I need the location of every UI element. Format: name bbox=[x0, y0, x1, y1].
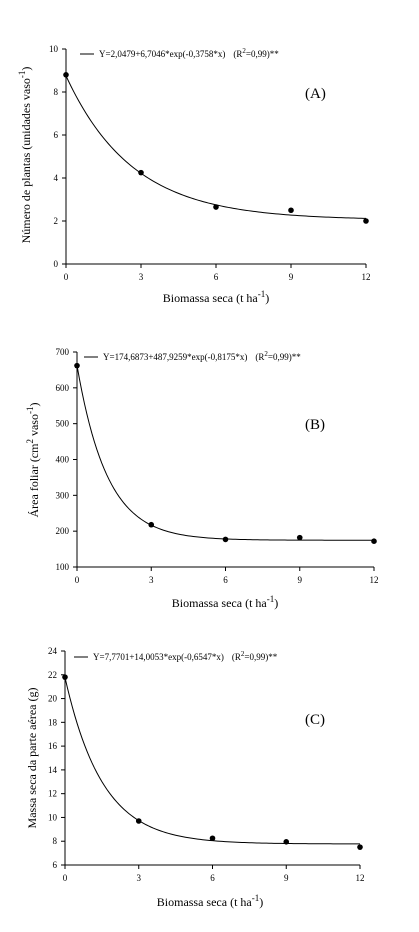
x-tick-label: 0 bbox=[62, 873, 68, 883]
y-tick-label: 2 bbox=[53, 216, 58, 226]
y-tick-label: 200 bbox=[55, 526, 69, 537]
y-tick-label: 14 bbox=[48, 764, 57, 775]
y-tick-label: 8 bbox=[53, 87, 58, 97]
fitted-curve bbox=[77, 365, 374, 540]
data-point bbox=[283, 839, 289, 845]
data-point bbox=[297, 535, 303, 541]
data-point bbox=[288, 207, 294, 213]
data-point bbox=[74, 363, 80, 369]
y-tick-label: 700 bbox=[55, 347, 69, 357]
data-point bbox=[136, 818, 142, 824]
data-point bbox=[148, 522, 154, 528]
data-point bbox=[371, 538, 377, 544]
regression-equation: Y=2,0479+6,7046*exp(-0,3758*x) $(R^2=0,99)**$ bbox=[99, 47, 279, 59]
y-tick-label: 22 bbox=[48, 669, 57, 680]
x-tick-label: 3 bbox=[138, 272, 144, 282]
panel-label: (C) bbox=[305, 712, 325, 728]
y-axis-label: Área foliar ($cm^2$ vaso$^{-1}$) bbox=[25, 402, 41, 518]
y-axis-label: Número de plantas (unidades vaso$^{-1}$) bbox=[17, 66, 33, 244]
y-tick-label: 100 bbox=[55, 562, 69, 572]
y-tick-label: 8 bbox=[52, 836, 57, 847]
x-tick-label: 0 bbox=[63, 272, 69, 282]
y-tick-label: 6 bbox=[53, 130, 58, 140]
y-tick-label: 300 bbox=[55, 490, 69, 501]
data-point bbox=[138, 170, 144, 176]
x-tick-label: 6 bbox=[213, 272, 219, 282]
y-tick-label: 12 bbox=[48, 788, 57, 799]
x-tick-label: 0 bbox=[74, 575, 80, 585]
y-tick-label: 10 bbox=[48, 812, 57, 823]
x-tick-label: 9 bbox=[297, 575, 302, 585]
y-tick-label: 20 bbox=[48, 693, 57, 704]
panel-label: (B) bbox=[305, 417, 325, 433]
y-tick-label: 0 bbox=[53, 259, 58, 269]
data-point bbox=[210, 835, 216, 841]
x-tick-label: 12 bbox=[361, 272, 371, 282]
chart-panel-1 bbox=[17, 44, 371, 305]
y-tick-label: 500 bbox=[55, 418, 69, 429]
x-tick-label: 6 bbox=[223, 575, 228, 585]
y-tick-label: 6 bbox=[52, 860, 57, 870]
data-point bbox=[363, 218, 369, 224]
data-point bbox=[62, 674, 68, 680]
chart-panel-2 bbox=[25, 347, 379, 610]
data-point bbox=[223, 537, 229, 543]
x-axis-label: Biomassa seca (t $ha^{-1}$) bbox=[162, 289, 270, 305]
y-tick-label: 24 bbox=[48, 646, 57, 656]
x-tick-label: 6 bbox=[210, 873, 215, 883]
x-axis-label: Biomassa seca (t $ha^{-1}$) bbox=[156, 893, 264, 909]
y-axis-label: Massa seca da parte aérea (g) bbox=[25, 687, 39, 829]
regression-equation: Y=7,7701+14,0053*exp(-0,6547*x) $(R^2=0,99)**$ bbox=[93, 650, 278, 662]
fitted-curve bbox=[65, 677, 360, 843]
regression-equation: Y=174,6873+487,9259*exp(-0,8175*x) $(R^2=0,99)**$ bbox=[103, 350, 301, 362]
x-tick-label: 12 bbox=[369, 575, 379, 585]
data-point bbox=[357, 844, 363, 850]
chart-panel-3 bbox=[25, 646, 365, 909]
x-tick-label: 3 bbox=[149, 575, 154, 585]
x-axis-label: Biomassa seca (t $ha^{-1}$) bbox=[171, 594, 279, 610]
y-tick-label: 4 bbox=[53, 173, 58, 183]
data-point bbox=[63, 72, 69, 78]
y-tick-label: 16 bbox=[48, 741, 57, 752]
x-tick-label: 12 bbox=[355, 873, 365, 883]
y-tick-label: 10 bbox=[49, 44, 58, 54]
x-tick-label: 9 bbox=[288, 272, 294, 282]
x-tick-label: 9 bbox=[284, 873, 289, 883]
x-tick-label: 3 bbox=[136, 873, 141, 883]
panel-label: (A) bbox=[305, 86, 326, 102]
y-tick-label: 600 bbox=[55, 382, 69, 393]
data-point bbox=[213, 204, 219, 210]
y-tick-label: 400 bbox=[55, 454, 69, 465]
y-tick-label: 18 bbox=[48, 717, 57, 728]
